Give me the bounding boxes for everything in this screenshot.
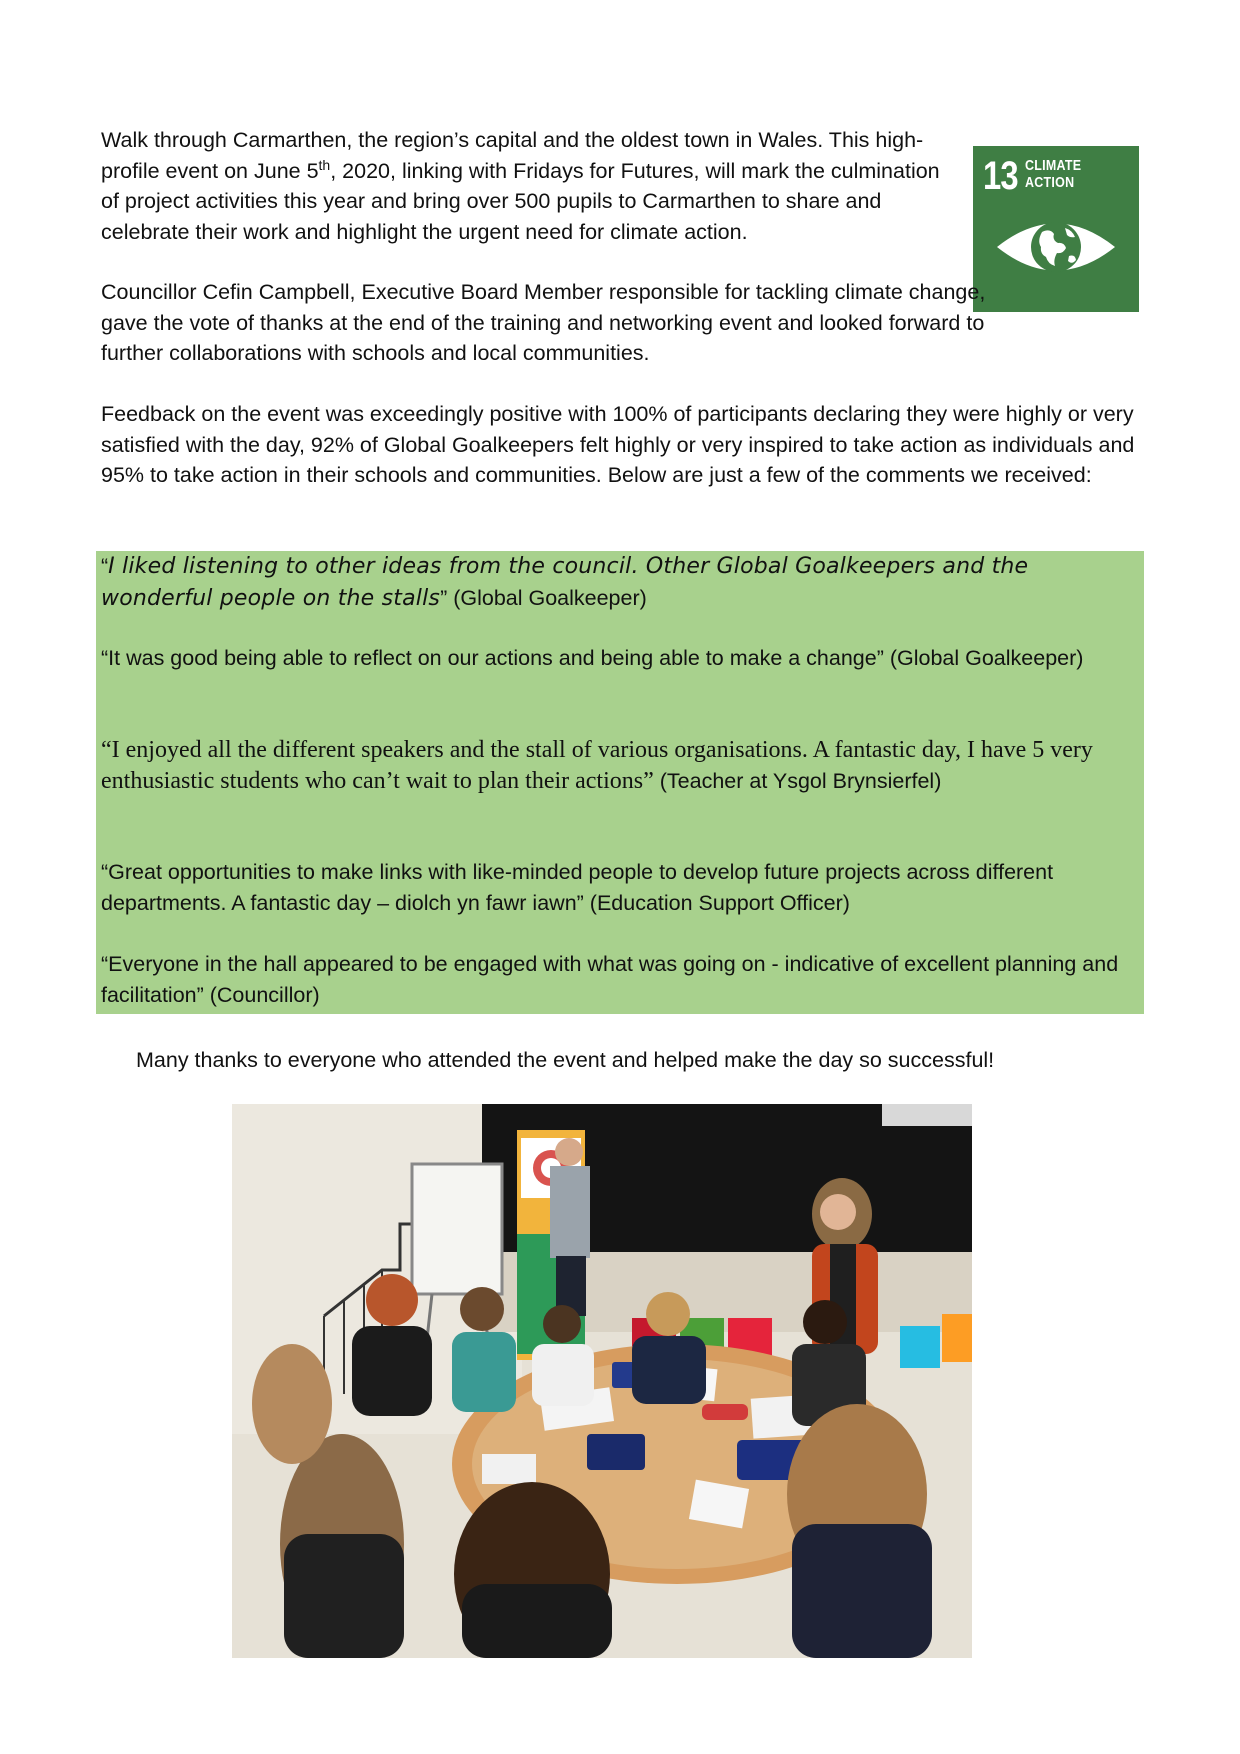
quote-1: “I liked listening to other ideas from the council. Other Global Goalkeepers and the wonderful people on the stalls” (Global Goalkeeper) bbox=[101, 554, 1029, 611]
event-photo bbox=[232, 1104, 972, 1658]
quotes-box bbox=[96, 551, 1144, 1014]
eye-globe-icon bbox=[995, 212, 1117, 282]
workshop-photo-illustration bbox=[232, 1104, 972, 1658]
sdg-number: 13 bbox=[983, 154, 1018, 198]
sdg-label: CLIMATE ACTION bbox=[1025, 158, 1082, 191]
closing-thanks: Many thanks to everyone who attended the event and helped make the day so successful! bbox=[136, 1048, 995, 1072]
quote-5: “Everyone in the hall appeared to be engaged with what was going on - indicative of excellent planning and facilitation” (Councillor) bbox=[101, 952, 1119, 1007]
quote-4: “Great opportunities to make links with like-minded people to develop future projects across different departments. A fantastic day – diolch yn fawr iawn” (Education Support Officer) bbox=[101, 860, 1054, 915]
intro-paragraph-2: Councillor Cefin Campbell, Executive Board Member responsible for tackling climate change, gave the vote of thanks at the end of the training and networking event and looked forward to further collaborations with schools and local communities. bbox=[101, 280, 986, 365]
quote-2: “It was good being able to reflect on our actions and being able to make a change” (Global Goalkeeper) bbox=[101, 646, 1084, 670]
quote-3: “I enjoyed all the different speakers and the stall of various organisations. A fantastic day, I have 5 very enthusiastic students who can’t wait to plan their actions” (Teacher at Ysgol Brynsierfel) bbox=[101, 737, 1093, 794]
intro-paragraph-1: Walk through Carmarthen, the region’s capital and the oldest town in Wales. This high-profile event on June 5th, 2020, linking with Fridays for Futures, will mark the culmination of project activities this year and bring over 500 pupils to Carmarthen to share and celebrate their work and highlight the urgent need for climate action. bbox=[101, 128, 940, 244]
feedback-paragraph: Feedback on the event was exceedingly positive with 100% of participants declaring they were highly or very satisfied with the day, 92% of Global Goalkeepers felt highly or very inspired to take action as individuals and 95% to take action in their schools and communities. Below are just a few of the comments we received: bbox=[101, 402, 1135, 487]
